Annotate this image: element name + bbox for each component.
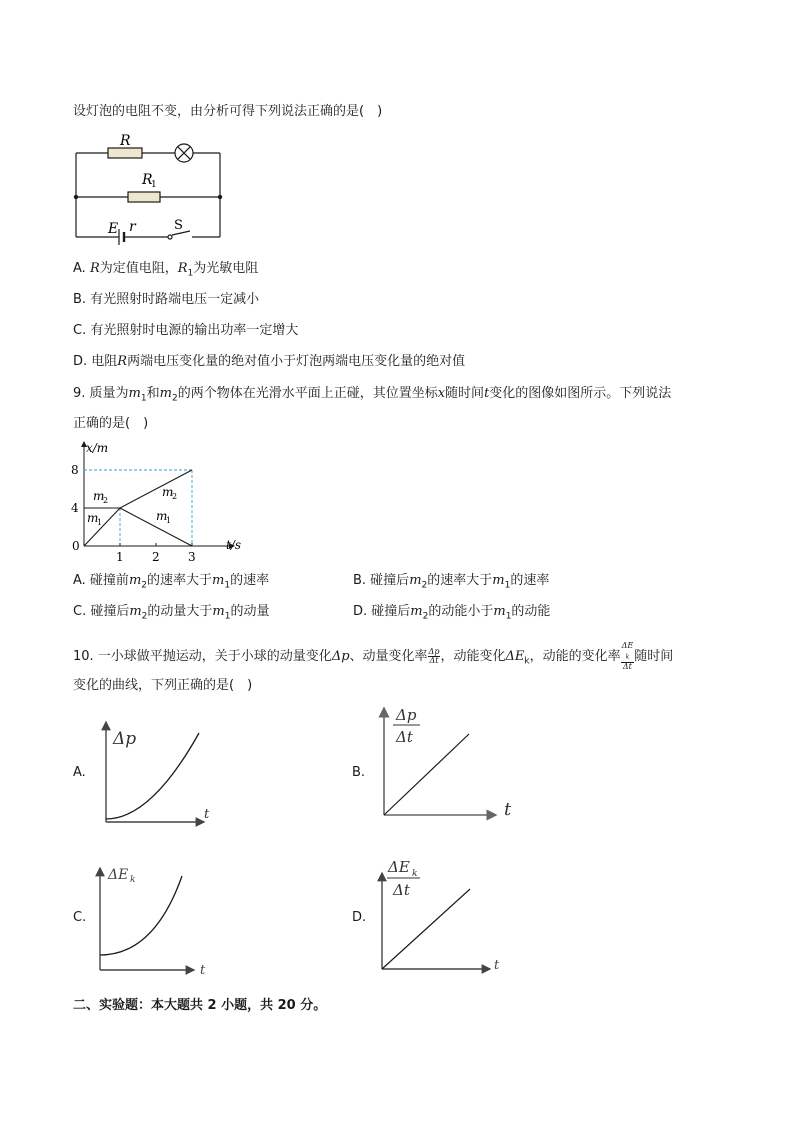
y-tick-label: 4	[71, 501, 79, 515]
q9-stem-line2: 正确的是( )	[73, 416, 149, 431]
label-E: E	[108, 221, 119, 237]
graph-c-ylabel: ΔE	[108, 867, 129, 883]
q10-option-d-label[interactable]: D.	[352, 910, 367, 925]
graph-c-xlabel: t	[200, 963, 206, 978]
circuit-diagram	[70, 130, 230, 245]
q9-option-a[interactable]: A. 碰撞前$m_2$的速率大于$m_1$的速率	[73, 573, 270, 591]
series-label-m2-before: m	[93, 489, 105, 503]
graph-a[interactable]	[96, 714, 226, 829]
graph-d-ylabel-den: Δt	[393, 881, 410, 899]
graph-d-xlabel: t	[494, 958, 500, 973]
graph-b[interactable]	[376, 700, 526, 825]
q10-option-c-label[interactable]: C.	[73, 910, 87, 925]
graph-d-ylabel-sub: k	[412, 869, 418, 879]
graph-a-ylabel: Δp	[113, 729, 137, 749]
graph-c-ylabel-sub: k	[130, 875, 136, 885]
graph-b-ylabel-den: Δt	[396, 728, 413, 746]
q9-option-c[interactable]: C. 碰撞后$m_2$的动量大于$m_1$的动量	[73, 604, 270, 622]
q10-option-a-label[interactable]: A.	[73, 765, 86, 780]
svg-text:2: 2	[103, 496, 109, 505]
q9-stem-line1: 9. 质量为$m_1$和$m_2$的两个物体在光滑水平面上正碰，其位置坐标x随时间t变化的图像如图所示。下列说法	[73, 386, 672, 404]
q9-option-b[interactable]: B. 碰撞后$m_2$的速率大于$m_1$的速率	[353, 573, 550, 591]
line-d	[382, 889, 470, 969]
series-label-m1-before: m	[87, 511, 99, 525]
label-R: R	[120, 133, 131, 149]
graph-a-xlabel: t	[204, 807, 210, 822]
y-axis-label: x/m	[86, 441, 109, 455]
y-tick-label: 8	[71, 463, 79, 477]
graph-b-ylabel-num: Δp	[396, 706, 417, 724]
x-axis-label: t/s	[226, 538, 242, 552]
q8-option-b[interactable]: B. 有光照射时路端电压一定减小	[73, 292, 260, 307]
graph-d-ylabel-num: ΔE	[388, 858, 410, 876]
q10-stem-line2: 变化的曲线，下列正确的是( )	[73, 678, 253, 693]
q10-stem-line1: 10. 一小球做平抛运动，关于小球的动量变化Δp、动量变化率 $\frac{\Delta p}{\Delta t}$ ，动能变化$\Delta E_k$，动能的变化率 ΔE $_k$ Δt 随时间	[73, 641, 674, 671]
origin-label: 0	[72, 539, 80, 553]
series-m2-after	[120, 470, 192, 508]
graph-c[interactable]	[94, 858, 224, 978]
section-2-heading: 二、实验题：本大题共 2 小题，共 20 分。	[73, 998, 327, 1013]
graph-b-xlabel: t	[504, 799, 512, 820]
series-label-m2-after: m	[162, 485, 174, 499]
label-r: r	[129, 219, 136, 235]
x-tick-label: 3	[188, 550, 196, 564]
label-R1-sub: 1	[151, 180, 157, 190]
q10-option-b-label[interactable]: B.	[352, 765, 366, 780]
series-label-m1-after: m	[156, 509, 168, 523]
label-S: S	[174, 218, 183, 233]
svg-text:1: 1	[166, 516, 172, 525]
curve-c	[100, 876, 182, 955]
svg-text:2: 2	[172, 492, 178, 501]
svg-text:1: 1	[97, 518, 103, 527]
q8-option-d[interactable]: D. 电阻R两端电压变化量的绝对值小于灯泡两端电压变化量的绝对值	[73, 354, 466, 369]
q8-option-c[interactable]: C. 有光照射时电源的输出功率一定增大	[73, 323, 299, 338]
xt-chart	[66, 436, 246, 566]
x-tick-label: 2	[152, 550, 160, 564]
q8-stem: 设灯泡的电阻不变，由分析可得下列说法正确的是( )	[73, 104, 383, 119]
q8-option-a[interactable]: A. R为定值电阻，$R_1$为光敏电阻	[73, 261, 259, 279]
x-tick-label: 1	[116, 550, 124, 564]
label-R1: R	[142, 172, 153, 188]
graph-d[interactable]	[376, 853, 511, 978]
line-b	[384, 734, 469, 815]
q9-option-d[interactable]: D. 碰撞后$m_2$的动能小于$m_1$的动能	[353, 604, 551, 622]
